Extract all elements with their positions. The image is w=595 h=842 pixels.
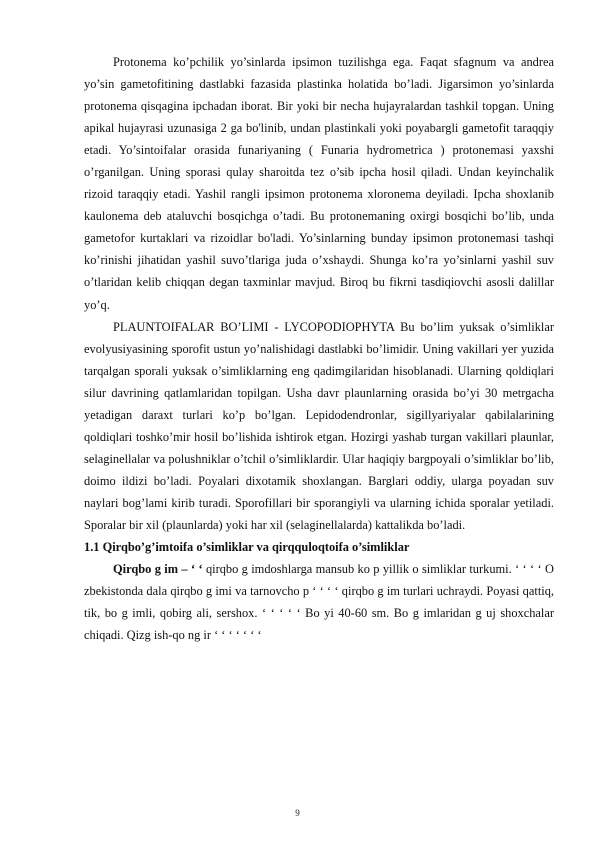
page-number: 9 [295,808,300,818]
paragraph-qirqbogim-text: qirqbo g imdoshlarga mansub ko p yillik o simliklar turkumi. ʻ ʻ ʻ ʻ O zbekistonda dala qirqbo g imi va tarnovcho p ʻ ʻ ʻ ʻ qirqbo g im turlari uchraydi. Poyasi qattiq, tik, bo g imli, qobirg ali, sershox. ʻ ʻ ʻ ʻ ʻ Bo yi 40-60 sm. Bo g imlaridan g uj shoxchalar chiqadi. Qizg ish-qo ng ir ʻ ʻ ʻ ʻ ʻ ʻ ʻ [84,562,554,643]
paragraph-qirqbogim [84,558,554,646]
paragraph-lycopodiophyta: PLAUNTOIFALAR BO’LIMI - LYCOPODIOPHYTA Bu bo’lim yuksak o’simliklar evolyusiyasining sporofit ustun yo’nalishidagi dastlabki bo’limidir. Uning vakillari yer yuzida tarqalgan sporali yuksak o’simliklarning eng qadimgilaridan hisoblanadi. Ularning qoldiqlari silur davrining qatlamlaridan topilgan. Usha davr plaunlarning orasida bo’yi 30 metrgacha yetadigan daraxt turlari ko’p bo’lgan. Lepidodendronlar, sigillyariyalar qabilalarining qoldiqlari toshko’mir hosil bo’lishida ishtirok etgan. Hozirgi yashab turgan vakillari plaunlar, selaginellalar va polushniklar o’tchil o’simliklardir. Ular haqiqiy bargpoyali o’simliklar bo’lib, doimo ildizi bo’ladi. Poyalari dixotamik shoxlangan. Barglari oddiy, ularga poyadan suv naylari bog’lami kirib turadi. Sporofillari bir sporangiyli va ularning ichida sporalar yetiladi. Sporalar bir xil (plaunlarda) yoki har xil (selaginellalarda) kattalikda bo’ladi. [84,319,554,532]
page-content [84,51,554,646]
section-heading: 1.1 Qirqbo’g’imtoifa o’simliklar va qirqquloqtoifa o’simliklar [84,540,410,555]
paragraph-protonema: Protonema ko’pchilik yo’sinlarda ipsimon tuzilishga ega. Faqat sfagnum va andrea yo’sin gametofitining dastlabki fazasida plastinka holatida bo’ladi. Jigarsimon yo’sinlarda protonema qisqagina ipchadan iborat. Bir yoki bir necha hujayralardan tashkil topgan. Uning apikal hujayrasi uzunasiga 2 ga bo'linib, undan plastinkali yoki poyabargli gametofit taraqqiy etadi. Yo’sintoifalar orasida funariyaning ( Funaria hydrometrica ) protonemasi yaxshi o’rganilgan. Uning sporasi qulay sharoitda tez o’sib ipcha hosil qiladi. Undan keyinchalik rizoid taraqqiy etadi. Yashil rangli ipsimon protonema xloronema deyiladi. Ipcha shoxlanib kaulonema deb ataluvchi bosqichga o’tadi. Bu protonemaning oxirgi bosqichi bo’lib, unda gametofor kurtaklari va rizoidlar bo'ladi. Yo’sinlarning bunday ipsimon protonemasi tashqi ko’rinishi jihatidan yashil suvo’tlariga juda o’xshaydi. Shunga ko’ra yo’sinlarni yashil suv o’tlaridan kelib chiqqan degan taxminlar mavjud. Biroq bu fikrni tasdiqiovchi asosli dalillar yo’q. [84,55,554,312]
term-qirqbogim: Qirqbo g im ‒ ʻ ʻ [113,562,203,577]
